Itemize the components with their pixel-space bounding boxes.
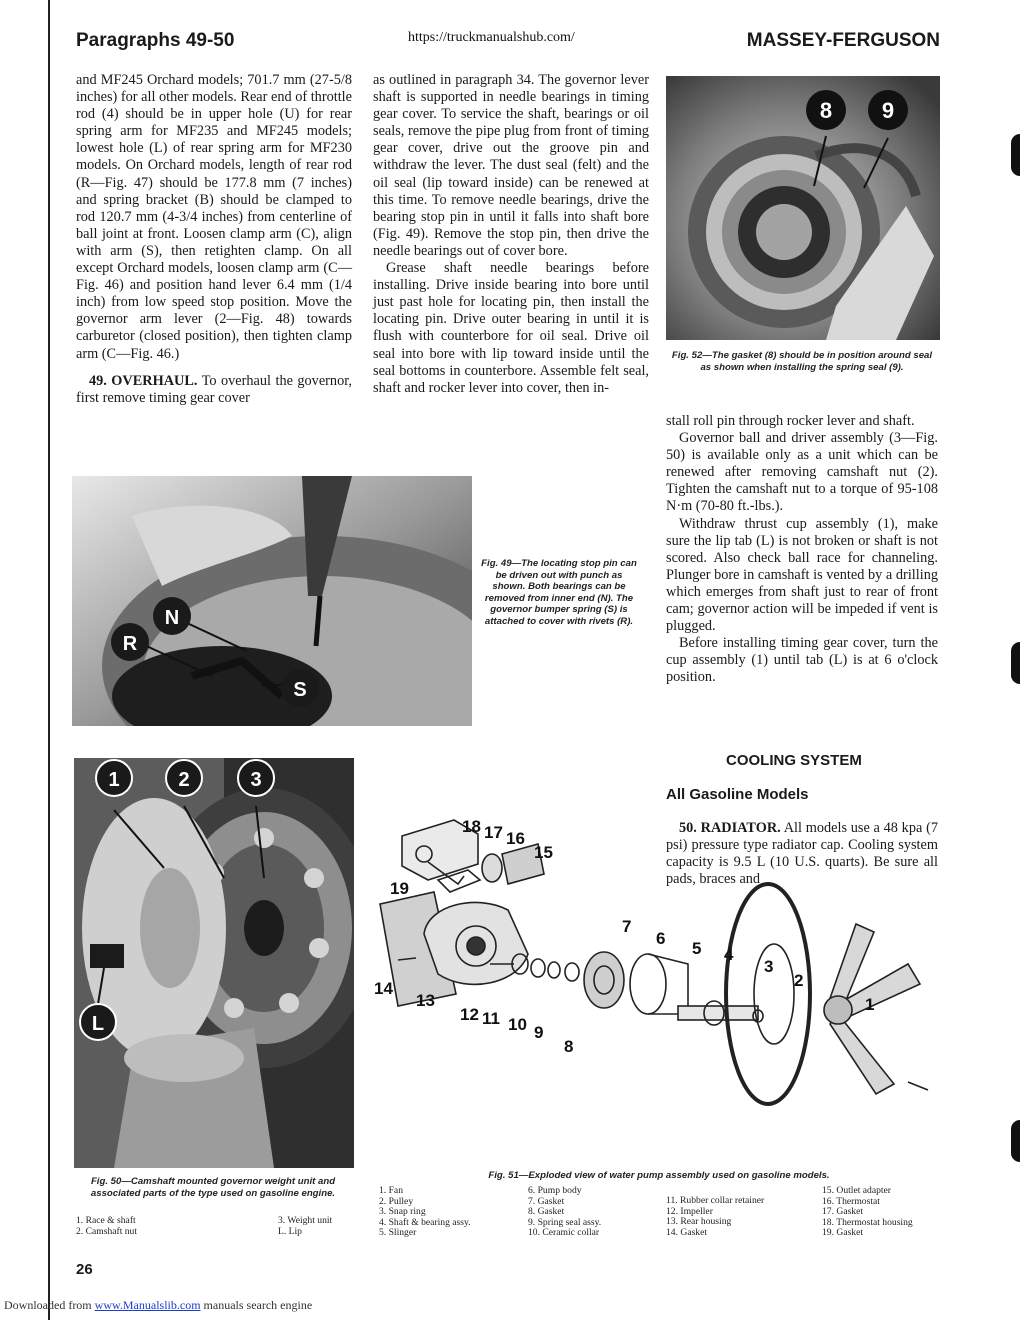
fig51-label: 2 [794,971,804,990]
binding-edge-line [48,0,50,1320]
paragraph-text: To overhaul the governor, first remove timing gear cover [76,372,352,406]
legend-item: 15. Outlet adapter [822,1185,891,1196]
legend-item: 1. Fan [379,1185,403,1196]
paragraph-heading: 49. OVERHAUL. [89,372,198,389]
paragraph-range-header: Paragraphs 49-50 [76,30,235,51]
legend-item: 17. Gasket [822,1206,864,1217]
paragraph: Governor ball and driver assembly (3—Fig. 50) is available only as a unit which can be renewed after removing camshaft nut (2). Tighten the camshaft nut to a torque of 95-108 N·m (70-80 ft.-lbs.). [666,430,938,515]
fig51-legend-col2 [528,1186,601,1239]
fig51-label: 3 [764,957,774,976]
subsection-heading: All Gasoline Models [666,786,809,803]
fig51-label: 11 [482,1009,500,1028]
text-column-1 [76,72,352,407]
page-tab-mark [1011,642,1020,684]
legend-item: 16. Thermostat [822,1195,880,1207]
fig51-legend-col4 [822,1186,913,1239]
fig50-legend-left [76,1216,137,1237]
paragraph [76,373,352,407]
legend-item: 7. Gasket [528,1195,565,1207]
fig50-label: 2 [178,769,190,791]
legend-item: 10. Ceramic collar [528,1227,600,1238]
fig50-photo [74,758,354,1168]
legend-item: 5. Slinger [379,1227,417,1238]
fig51-label: 19 [390,879,409,898]
fig51-label: 13 [416,991,435,1010]
fig50-legend-right [278,1216,332,1237]
legend-item: 13. Rear housing [666,1216,732,1227]
fig50-label: 3 [250,769,262,791]
text-column-2 [373,72,649,397]
paragraph: and MF245 Orchard models; 701.7 mm (27-5/8 inches) for all other models. Rear end of throttle rod (4) should be in upper hole (U) for rear spring arm for MF235 and MF245 models; lowest hole (L) of rear spring arm for MF230 models. On Orchard models, length of rear rod (R—Fig. 47) should be 177.8 mm (7 inches) and spring bracket (B) should be clamped to rod 120.7 mm (4-3/4 inches) from centerline of ball joint at front. Loosen clamp arm (C), align with arm (S), then retighten clamp. On all except Orchard models, loosen clamp arm (C—Fig. 46) and position hand lever 6.4 mm (1/4 inch) from low speed stop position. Move the governor arm lever (2—Fig. 48) towards carburetor (closed position), then tighten clamp arm (C—Fig. 46.) [76,72,352,362]
legend-item: 9. Spring seal assy. [528,1216,602,1228]
page-tab-mark [1011,1120,1020,1162]
paragraph: as outlined in paragraph 34. The governor lever shaft is supported in needle bearings in timing gear cover. To service the shaft, bearings or oil seals, remove the pipe plug from front of timing gear cover, drive out the groove pin and withdraw the lever. The dust seal (felt) and the oil seal (lip toward inside) can be renewed at this time. To remove needle bearings, drive the bearing stop pin in until it falls into shaft bore (Fig. 49). Remove the stop pin, then drive the needle bearings out of cover bore. [373,72,649,259]
legend-item: 1. Race & shaft [76,1215,136,1226]
fig51-label: 6 [656,929,666,948]
legend-item: 3. Snap ring [379,1206,426,1217]
fig51-label: 17 [484,823,503,842]
fig52-label: 9 [881,98,895,123]
paragraph: Grease shaft needle bearings before installing. Drive inside bearing into bore until just past hole for locating pin, then install the locating pin. Drive outer bearing in until it is flush with counterbore for oil seal. Drive oil seal into bore with lip toward inside until the seal bottoms in counterbore. Assemble felt seal, shaft and rocker lever into cover, then in- [373,260,649,396]
fig51-label: 9 [534,1023,544,1042]
legend-item: L. Lip [278,1225,302,1237]
footer-suffix: manuals search engine [203,1298,313,1312]
legend-item: 2. Pulley [379,1195,414,1207]
legend-item: 14. Gasket [666,1226,708,1238]
fig52-label: 8 [819,98,833,123]
fig52-caption: Fig. 52—The gasket (8) should be in position around seal as shown when installing the spring seal (9). [671,350,933,373]
fig51-label: 16 [506,829,525,848]
paragraph: Withdraw thrust cup assembly (1), make sure the lip tab (L) is not broken or shaft is not scored. Also check ball race for channeling. Plunger bore in camshaft is vented by a drilling which emerges from shaft just to rear of front cam; governor action will be impeded if vent is plugged. [666,515,938,635]
fig51-label: 15 [534,843,553,862]
fig50-label: L [91,1013,105,1035]
section-heading: COOLING SYSTEM [726,752,862,769]
fig51-drawing [368,814,944,1164]
legend-item: 2. Camshaft nut [76,1225,138,1237]
legend-item: 11. Rubber collar retainer [666,1195,765,1206]
paragraph-text: All models use a 48 kpa (7 psi) pressure type radiator cap. Cooling system capacity is 9.5 L (10 U.S. quarts). Be sure all pads, braces and [666,820,938,888]
legend-item: 3. Weight unit [278,1215,333,1226]
legend-item: 4. Shaft & bearing assy. [379,1216,471,1228]
source-url[interactable]: https://truckmanualshub.com/ [408,30,575,45]
fig51-label: 8 [564,1037,574,1056]
fig51-label: 5 [692,939,702,958]
fig49-label: N [164,607,180,629]
fig52-photo [666,76,940,340]
page-number: 26 [76,1261,93,1278]
manualslib-link[interactable]: www.Manualslib.com [94,1298,201,1312]
fig50-caption: Fig. 50—Camshaft mounted governor weight unit and associated parts of the type used on gasoline engine. [90,1176,336,1199]
legend-item: 19. Gasket [822,1227,864,1238]
fig49-label: S [293,679,307,701]
footer-prefix: Downloaded from [4,1298,92,1312]
paragraph: Before installing timing gear cover, turn the cup assembly (1) until tab (L) is at 6 o'clock position. [666,635,938,686]
fig51-caption: Fig. 51—Exploded view of water pump assembly used on gasoline models. [488,1170,830,1181]
fig51-legend-col1 [379,1186,471,1239]
fig49-label: R [122,633,138,655]
fig51-label: 1 [865,995,875,1014]
legend-item: 8. Gasket [528,1206,565,1217]
legend-item: 12. Impeller [666,1205,713,1217]
legend-item: 18. Thermostat housing [822,1216,913,1228]
download-footer [4,1298,312,1313]
paragraph: stall roll pin through rocker lever and shaft. [666,413,915,429]
fig51-label: 7 [622,917,632,936]
fig49-photo [72,476,472,726]
fig51-legend-col3 [666,1196,764,1238]
page-tab-mark [1011,134,1020,176]
legend-item: 6. Pump body [528,1185,582,1196]
fig51-label: 10 [508,1015,527,1034]
fig51-label: 14 [374,979,393,998]
fig50-label: 1 [108,769,120,791]
fig49-caption: Fig. 49—The locating stop pin can be driven out with punch as shown. Both bearings can be removed from inner end (N). The governor bumper spring (S) is attached to cover with rivets (R). [481,558,637,627]
fig51-label: 12 [460,1005,479,1024]
brand-header: MASSEY-FERGUSON [746,30,940,51]
text-column-3 [666,413,938,687]
fig51-label: 18 [462,817,481,836]
fig51-label: 4 [724,945,734,964]
paragraph-heading: 50. RADIATOR. [679,820,781,836]
